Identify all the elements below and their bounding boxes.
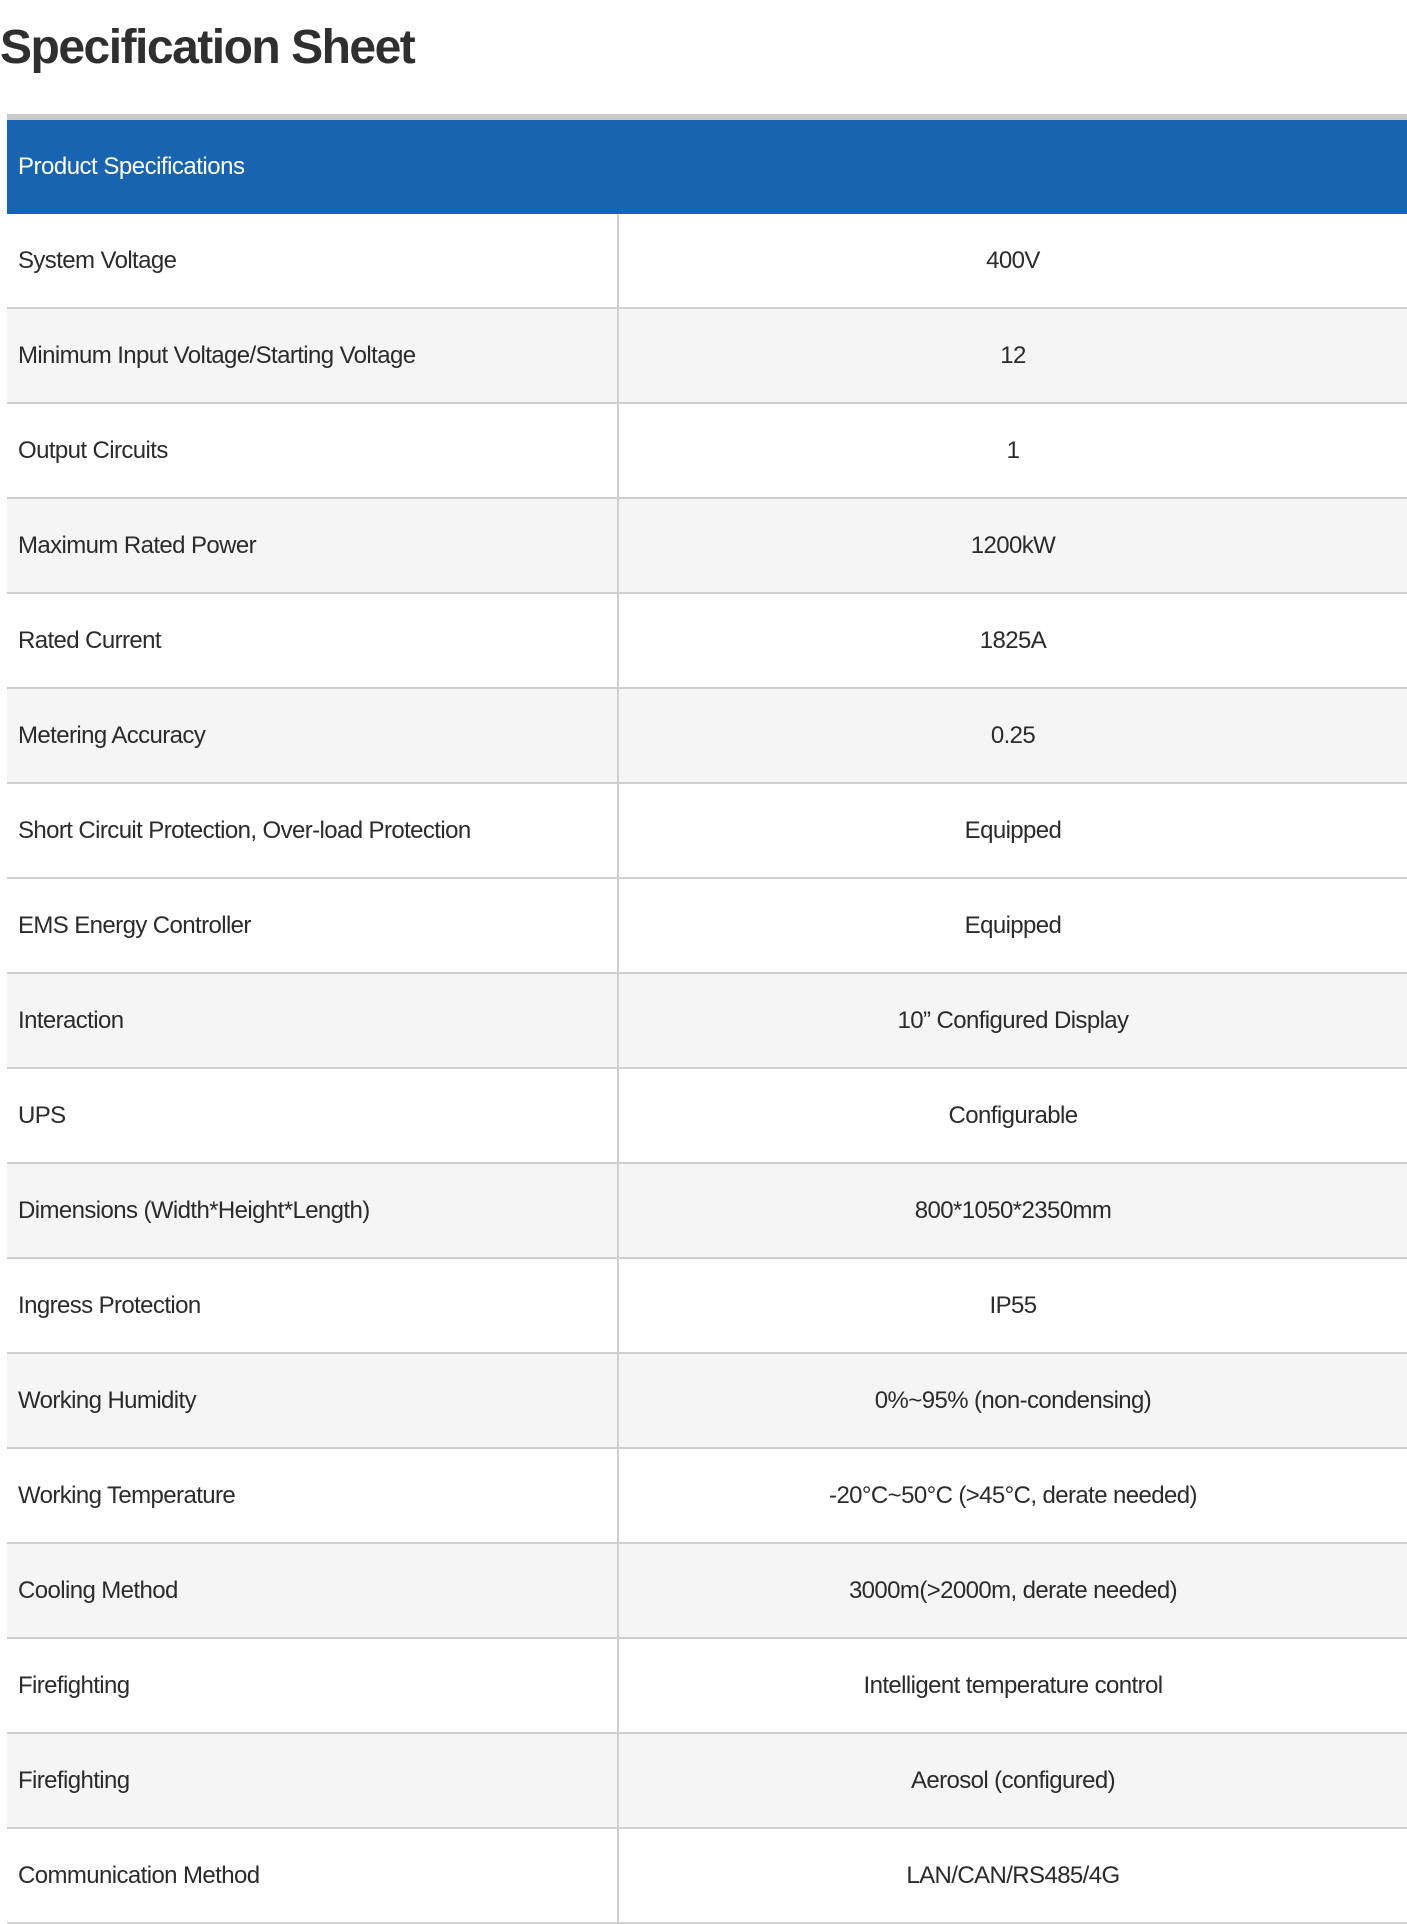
spec-label: Working Temperature [7, 1449, 619, 1542]
spec-value: Equipped [964, 911, 1062, 939]
spec-value: Intelligent temperature control [863, 1671, 1163, 1699]
spec-value: -20°C~50°C (>45°C, derate needed) [829, 1481, 1197, 1509]
table-row [7, 404, 1407, 499]
table-row [7, 689, 1407, 784]
spec-value: 1 [1006, 436, 1020, 464]
table-row [7, 1354, 1407, 1449]
spec-label: Short Circuit Protection, Over-load Protection [7, 784, 619, 877]
table-row [7, 1639, 1407, 1734]
table-row [7, 1544, 1407, 1639]
table-row [7, 1734, 1407, 1829]
table-row [7, 1069, 1407, 1164]
spec-label: Metering Accuracy [7, 689, 619, 782]
spec-value: 10” Configured Display [897, 1006, 1129, 1034]
spec-label: Minimum Input Voltage/Starting Voltage [7, 309, 619, 402]
table-row [7, 879, 1407, 974]
spec-value: 12 [1000, 341, 1026, 369]
spec-label: Dimensions (Width*Height*Length) [7, 1164, 619, 1257]
spec-value: 1825A [979, 626, 1047, 654]
spec-value: Aerosol (configured) [910, 1766, 1116, 1794]
table-row [7, 499, 1407, 594]
spec-label: Rated Current [7, 594, 619, 687]
spec-value: 800*1050*2350mm [914, 1196, 1112, 1224]
table-row [7, 974, 1407, 1069]
spec-value: 1200kW [970, 531, 1056, 559]
spec-value: 3000m(>2000m, derate needed) [848, 1576, 1178, 1604]
table-row [7, 214, 1407, 309]
spec-label: Cooling Method [7, 1544, 619, 1637]
spec-label: Communication Method [7, 1829, 619, 1922]
spec-label: Firefighting [7, 1639, 619, 1732]
spec-value: Equipped [964, 816, 1062, 844]
spec-label: Ingress Protection [7, 1259, 619, 1352]
spec-label: EMS Energy Controller [7, 879, 619, 972]
spec-label: Output Circuits [7, 404, 619, 497]
page-title: Specification Sheet [0, 21, 415, 74]
spec-label: Interaction [7, 974, 619, 1067]
spec-value: 400V [986, 246, 1040, 274]
spec-value: LAN/CAN/RS485/4G [906, 1861, 1120, 1889]
spec-label: System Voltage [7, 214, 619, 307]
table-row [7, 1164, 1407, 1259]
spec-value: IP55 [989, 1291, 1037, 1319]
table-row [7, 594, 1407, 689]
spec-value: 0%~95% (non-condensing) [874, 1386, 1152, 1414]
table-row [7, 1449, 1407, 1544]
spec-label: Firefighting [7, 1734, 619, 1827]
table-row [7, 1259, 1407, 1354]
table-body [7, 214, 1407, 1924]
table-row [7, 1829, 1407, 1924]
spec-label: UPS [7, 1069, 619, 1162]
table-header: Product Specifications [7, 120, 1407, 214]
table-row [7, 309, 1407, 404]
spec-label: Maximum Rated Power [7, 499, 619, 592]
spec-value: 0.25 [990, 721, 1036, 749]
table-row [7, 784, 1407, 879]
spec-label: Working Humidity [7, 1354, 619, 1447]
spec-table [7, 114, 1407, 1924]
spec-value: Configurable [948, 1101, 1078, 1129]
